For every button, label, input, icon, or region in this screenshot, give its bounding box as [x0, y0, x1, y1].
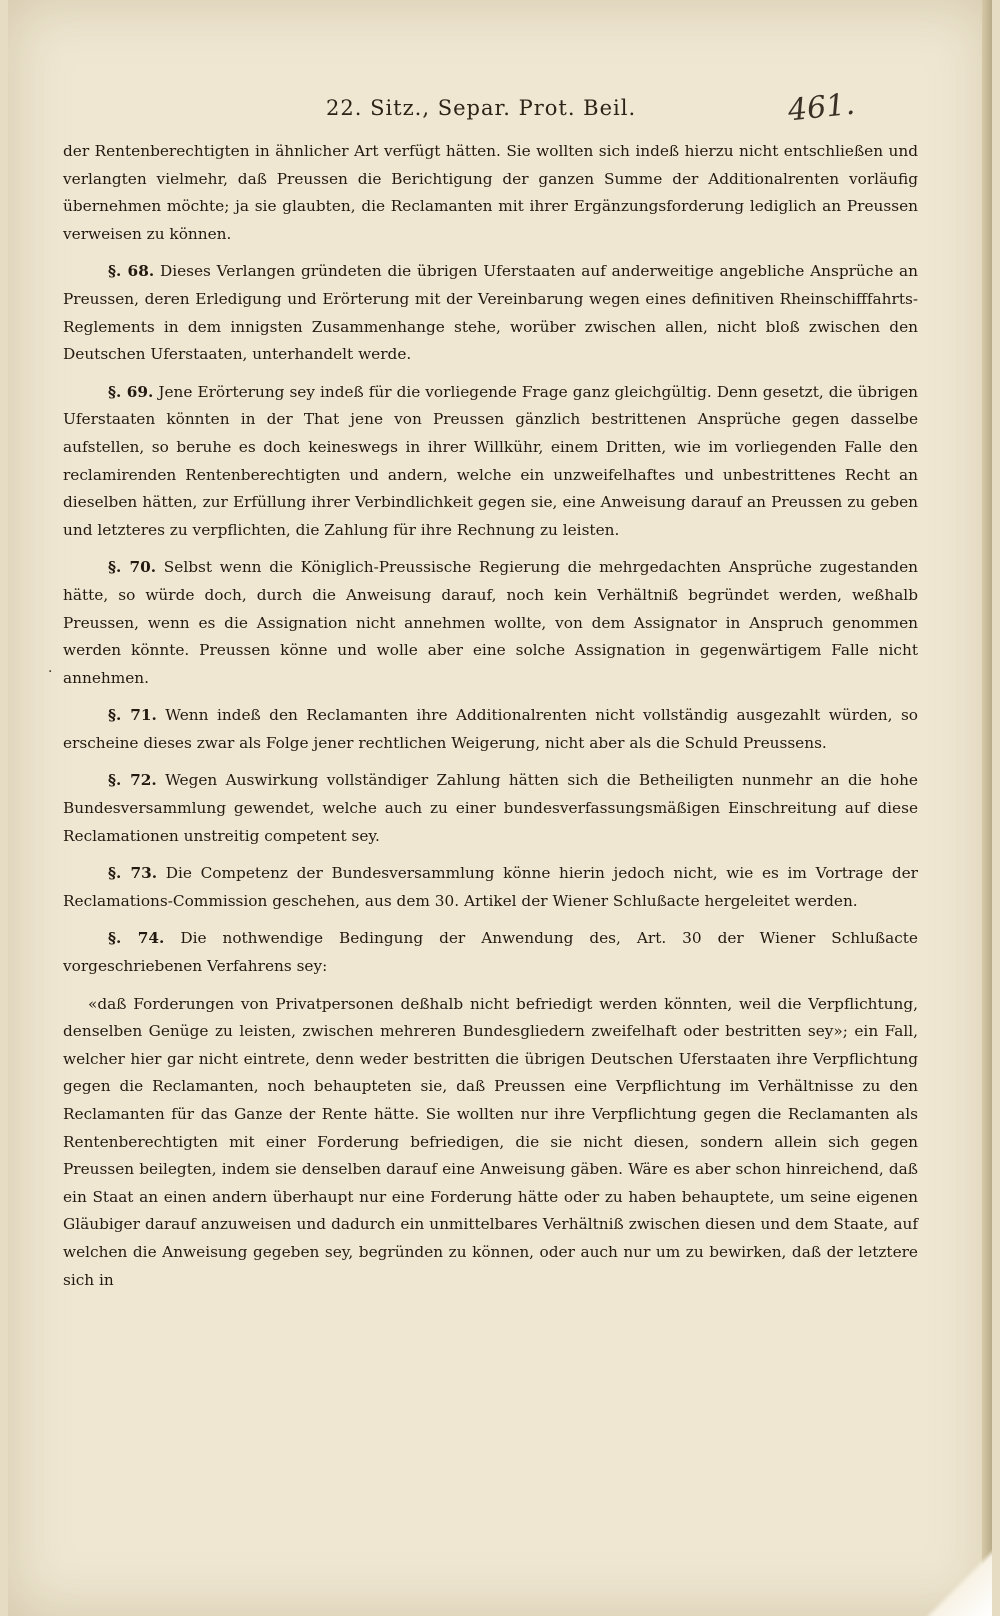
paragraph-text: Wenn indeß den Reclamanten ihre Additionalrenten nicht vollständig ausgezahlt würden, so erscheine dieses zwar als Folge jener rechtlichen Weigerung, nicht aber als die Schuld Preussens.: [63, 706, 919, 752]
paragraph-68: [63, 258, 918, 368]
section-number: §. 71.: [108, 706, 157, 725]
section-number: §. 73.: [108, 864, 158, 883]
section-number: §. 72.: [108, 771, 157, 790]
paragraph-text: Wegen Auswirkung vollständiger Zahlung hätten sich die Betheiligten nunmehr an die hohe Bundesversammlung gewendet, welche auch zu einer bundesverfassungsmäßigen Einschreitung auf diese Reclamationen unstreitig competent sey.: [63, 771, 918, 845]
paragraph-72: [63, 767, 918, 850]
running-head: 22. Sitz., Separ. Prot. Beil.: [326, 96, 637, 120]
section-number: §. 68.: [108, 262, 155, 281]
page-header: [8, 86, 992, 136]
handwritten-folio: 461.: [786, 86, 857, 129]
section-number: §. 69.: [108, 382, 154, 401]
document-page: [8, 0, 992, 1616]
margin-mark: ·: [48, 664, 53, 680]
paragraph-73: [63, 860, 918, 915]
paragraph-74: [63, 925, 918, 980]
scan-corner-highlight: [912, 1546, 992, 1616]
paragraph-71: [63, 702, 918, 757]
paragraph-text: Dieses Verlangen gründeten die übrigen Uferstaaten auf anderweitige angebliche Ansprüche an Preussen, deren Erledigung und Erörterung mit der Vereinbarung wegen eines definitiven Rheinschifffahrts-Reglements in dem innigsten Zusammenhange stehe, worüber zwischen allen, nicht bloß zwischen den Deutschen Uferstaaten, unterhandelt werde.: [63, 262, 918, 364]
scan-edge-shadow: [982, 0, 992, 1616]
paragraph-continuation: [63, 138, 918, 248]
paragraph-70: [63, 554, 918, 692]
body-text: [63, 138, 918, 1304]
section-number: §. 70.: [108, 558, 157, 577]
paragraph-text: Selbst wenn die Königlich-Preussische Regierung die mehrgedachten Ansprüche zugestanden hätte, so würde doch, durch die Anweisung darauf, noch kein Verhältniß begründet werden, weßhalb Preussen, wenn es die Assignation nicht annehmen wollte, von dem Assignator in Anspruch genommen werden könnte. Preussen könne und wolle aber eine solche Assignation in gegenwärtigem Falle nicht annehmen.: [63, 558, 918, 687]
paragraph-quotation: [63, 991, 918, 1295]
paragraph-text: Die Competenz der Bundesversammlung könne hierin jedoch nicht, wie es im Vortrage der Reclamations-Commission geschehen, aus dem 30. Artikel der Wiener Schlußacte hergeleitet werden.: [63, 864, 918, 910]
paragraph-text: «daß Forderungen von Privatpersonen deßhalb nicht befriedigt werden könnten, weil die Verpflichtung, denselben Genüge zu leisten, zwischen mehreren Bundesgliedern zweifelhaft oder bestritten sey»; ein Fall, welcher hier gar nicht eintrete, denn weder bestritten die übrigen Deutschen Uferstaaten ihre Verpflichtung gegen die Reclamanten, noch behaupteten sie, daß Preussen eine Verpflichtung im Verhältnisse zu den Reclamanten für das Ganze der Rente hätte. Sie wollten nur ihre Verpflichtung gegen die Reclamanten als Rentenberechtigten mit einer Forderung befriedigen, die sie nicht diesen, sondern allein sich gegen Preussen beilegten, indem sie denselben darauf eine Anweisung gäben. Wäre es aber schon hinreichend, daß ein Staat an einen andern überhaupt nur eine Forderung hätte oder zu haben behauptete, um seine eigenen Gläubiger darauf anzuweisen und dadurch ein unmittelbares Verhältniß zwischen diesen und dem Staate, auf welchen die Anweisung gegeben sey, begründen zu können, oder auch nur um zu bewirken, daß der letztere sich in: [63, 994, 918, 1289]
paragraph-text: der Rentenberechtigten in ähnlicher Art verfügt hätten. Sie wollten sich indeß hierzu nicht entschließen und verlangten vielmehr, daß Preussen die Berichtigung der ganzen Summe der Additionalrenten vorläufig übernehmen möchte; ja sie glaubten, die Reclamanten mit ihrer Ergänzungsforderung lediglich an Preussen verweisen zu können.: [63, 142, 918, 243]
section-number: §. 74.: [108, 929, 165, 948]
paragraph-text: Jene Erörterung sey indeß für die vorliegende Frage ganz gleichgültig. Denn gesetzt, die übrigen Uferstaaten könnten in der That jene von Preussen gänzlich bestrittenen Ansprüche gegen dasselbe aufstellen, so beruhe es doch keineswegs in ihrer Willkühr, einem Dritten, wie im vorliegenden Falle den reclamirenden Rentenberechtigten und andern, welche ein unzweifelhaftes und unbestrittenes Recht an dieselben hätten, zur Erfüllung ihrer Verbindlichkeit gegen sie, eine Anweisung darauf an Preussen zu geben und letzteres zu verpflichten, die Zahlung für ihre Rechnung zu leisten.: [63, 382, 918, 539]
paragraph-69: [63, 379, 918, 545]
paragraph-text: Die nothwendige Bedingung der Anwendung des, Art. 30 der Wiener Schlußacte vorgeschriebenen Verfahrens sey:: [63, 929, 918, 976]
